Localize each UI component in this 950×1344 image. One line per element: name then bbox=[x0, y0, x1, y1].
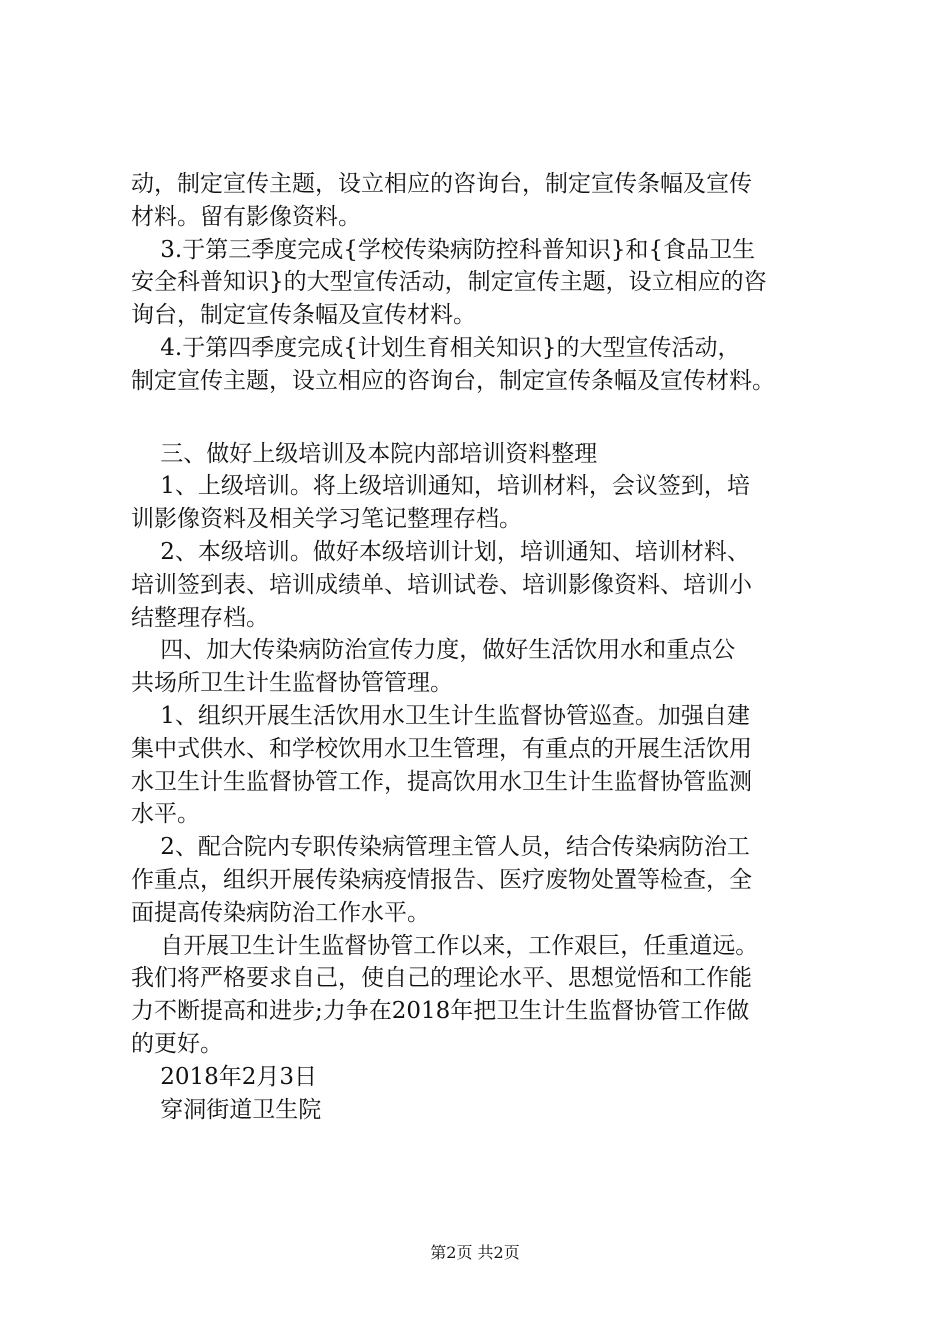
text-line: 水平。 bbox=[131, 801, 200, 828]
text-line: 1、上级培训。将上级培训通知，培训材料，会议签到，培 bbox=[131, 473, 750, 500]
text-line: 面提高传染病防治工作水平。 bbox=[131, 899, 430, 926]
text-line: 4.于第四季度完成{计划生育相关知识}的大型宣传活动， bbox=[131, 334, 741, 361]
page-number-footer: 第2页 共2页 bbox=[430, 1243, 520, 1262]
text-line: 询台，制定宣传条幅及宣传材料。 bbox=[131, 302, 476, 329]
text-line: 水卫生计生监督协管工作，提高饮用水卫生计生监督协管监测 bbox=[131, 768, 752, 795]
text-line: 动，制定宣传主题，设立相应的咨询台，制定宣传条幅及宣传 bbox=[131, 171, 752, 197]
text-line: 结整理存档。 bbox=[131, 604, 269, 631]
document-body bbox=[131, 168, 851, 1126]
text-line: 制定宣传主题，设立相应的咨询台，制定宣传条幅及宣传材料。 bbox=[131, 367, 775, 394]
text-line: 我们将严格要求自己，使自己的理论水平、思想觉悟和工作能 bbox=[131, 965, 752, 992]
section-gap bbox=[131, 398, 851, 438]
section-heading: 三、做好上级培训及本院内部培训资料整理 bbox=[131, 440, 598, 467]
text-line: 2、配合院内专职传染病管理主管人员，结合传染病防治工 bbox=[131, 834, 750, 861]
document-signature: 穿洞街道卫生院 bbox=[131, 1096, 322, 1123]
text-line: 1、组织开展生活饮用水卫生计生监督协管巡查。加强自建 bbox=[131, 702, 750, 729]
text-line: 3.于第三季度完成{学校传染病防控科普知识}和{食品卫生 bbox=[131, 236, 756, 263]
text-line: 的更好。 bbox=[131, 1030, 223, 1057]
text-line: 训影像资料及相关学习笔记整理存档。 bbox=[131, 506, 522, 533]
section-heading: 四、加大传染病防治宣传力度，做好生活饮用水和重点公 bbox=[131, 637, 736, 664]
text-line: 自开展卫生计生监督协管工作以来，工作艰巨，任重道远。 bbox=[131, 932, 759, 959]
text-line: 力不断提高和进步;力争在2018年把卫生计生监督协管工作做 bbox=[131, 998, 750, 1025]
text-line: 作重点，组织开展传染病疫情报告、医疗废物处置等检查，全 bbox=[131, 866, 752, 893]
text-line: 培训签到表、培训成绩单、培训试卷、培训影像资料、培训小 bbox=[131, 571, 752, 598]
text-line: 安全科普知识}的大型宣传活动，制定宣传主题，设立相应的咨 bbox=[131, 269, 767, 296]
text-line: 集中式供水、和学校饮用水卫生管理，有重点的开展生活饮用 bbox=[131, 735, 752, 762]
text-line: 2、本级培训。做好本级培训计划，培训通知、培训材料、 bbox=[131, 538, 750, 565]
text-line: 材料。留有影像资料。 bbox=[131, 203, 361, 230]
text-line: 共场所卫生计生监督协管管理。 bbox=[131, 670, 453, 697]
document-date: 2018年2月3日 bbox=[131, 1063, 318, 1090]
